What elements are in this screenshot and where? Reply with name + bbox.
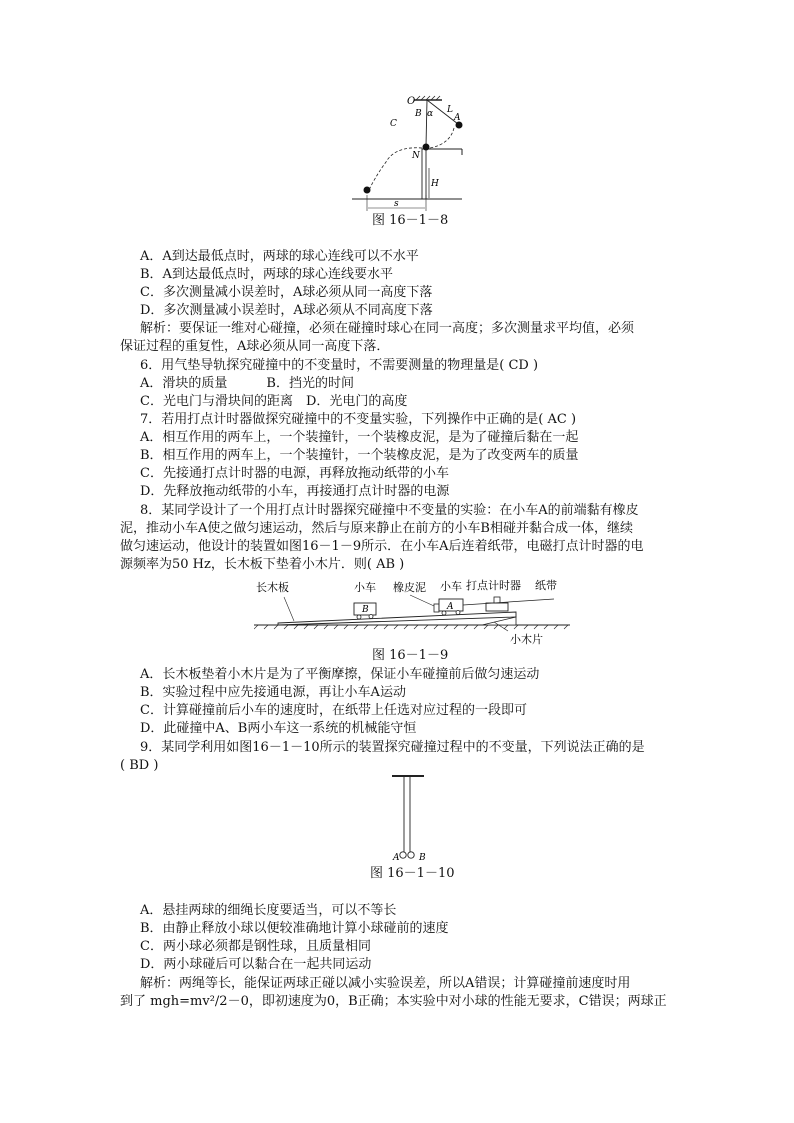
option-b: B．由静止释放小球以便较准确地计算小球碰前的速度 [140, 921, 449, 936]
label-s: s [394, 199, 399, 209]
option-c: C．计算碰撞前后小车的速度时，在纸带上任选对应过程的一段即可 [140, 703, 527, 718]
label-cart: 小车 [354, 581, 376, 594]
label-a: A [393, 853, 400, 863]
label-putty: 橡皮泥 [393, 581, 426, 594]
option-d: D．此碰撞中A、B两小车这一系统的机械能守恒 [140, 721, 417, 736]
analysis-line: 到了 mgh=mv²/2－0，即初速度为0，B正确；本实验中对小球的性能无要求，C错误；两球正 [120, 994, 667, 1009]
label-b: B [415, 109, 422, 119]
option-line: A．滑块的质量 B．挡光的时间 [140, 376, 354, 391]
figure-16-1-9 [254, 575, 570, 647]
option-d: D．先释放拖动纸带的小车，再接通打点计时器的电源 [140, 484, 450, 499]
option-b: B．A到达最低点时，两球的球心连线要水平 [140, 267, 393, 282]
figure-caption: 图 16－1－10 [370, 866, 455, 881]
label-tape: 纸带 [535, 579, 557, 592]
option-a: A．相互作用的两车上，一个装撞针，一个装橡皮泥，是为了碰撞后黏在一起 [140, 430, 579, 445]
analysis-line: 解析：两绳等长，能保证两球正碰以减小实验误差，所以A错误；计算碰撞前速度时用 [140, 976, 631, 991]
analysis-line: 保证过程的重复性，A球必须从同一高度下落． [120, 339, 390, 354]
question-stem: 做匀速运动，他设计的装置如图16－1－9所示．在小车A后连着纸带，电磁打点计时器的电 [120, 539, 644, 554]
label-cart: 小车 [440, 580, 462, 593]
label-n: N [412, 151, 420, 161]
option-b: B．相互作用的两车上，一个装撞针，一个装橡皮泥，是为了改变两车的质量 [140, 448, 579, 463]
question-stem: 泥，推动小车A使之做匀速运动，然后与原来静止在前方的小车B相碰并黏合成一体，继续 [120, 521, 633, 536]
question-stem: 8．某同学设计了一个用打点计时器探究碰撞中不变量的实验：在小车A的前端黏有橡皮 [140, 503, 639, 518]
label-c: C [390, 119, 397, 129]
option-b: B．实验过程中应先接通电源，再让小车A运动 [140, 685, 406, 700]
question-stem: 7．若用打点计时器做探究碰撞中的不变量实验，下列操作中正确的是( AC ) [140, 412, 577, 427]
figure-caption: 图 16－1－9 [372, 648, 449, 663]
label-l: L [447, 105, 453, 115]
label-timer: 打点计时器 [466, 579, 521, 592]
label-long-board: 长木板 [256, 581, 289, 594]
option-a: A．A到达最低点时，两球的球心连线可以不水平 [140, 249, 419, 264]
option-c: C．多次测量减小误差时，A球必须从同一高度下落 [140, 285, 433, 300]
option-a: A．悬挂两球的细绳长度要适当，可以不等长 [140, 903, 397, 918]
figure-16-1-10 [390, 772, 430, 864]
option-a: A．长木板垫着小木片是为了平衡摩擦，保证小车碰撞前后做匀速运动 [140, 667, 540, 682]
label-h: H [431, 179, 439, 189]
question-stem: 源频率为50 Hz，长木板下垫着小木片．则( AB ) [120, 557, 405, 572]
label-alpha: α [427, 109, 434, 119]
figure-16-1-8 [350, 92, 480, 212]
option-d: D．多次测量减小误差时，A球必须从不同高度下落 [140, 303, 433, 318]
figure-caption: 图 16－1－8 [372, 213, 449, 228]
label-o: O [407, 96, 416, 107]
analysis-line: 解析：要保证一维对心碰撞，必须在碰撞时球心在同一高度；多次测量求平均值，必须 [140, 321, 635, 336]
option-d: D．两小球碰后可以黏合在一起共同运动 [140, 957, 372, 972]
option-c: C．先接通打点计时器的电源，再释放拖动纸带的小车 [140, 466, 449, 481]
question-stem: ( BD ) [120, 758, 159, 773]
label-b: B [419, 853, 426, 863]
option-line: C．光电门与滑块间的距离 D．光电门的高度 [140, 394, 408, 409]
label-b: B [362, 605, 369, 615]
label-wedge: 小木片 [510, 633, 543, 646]
question-stem: 9．某同学利用如图16－1－10所示的装置探究碰撞过程中的不变量，下列说法正确的是 [140, 740, 645, 755]
option-c: C．两小球必须都是钢性球，且质量相同 [140, 939, 371, 954]
label-a: A [447, 602, 454, 612]
question-stem: 6．用气垫导轨探究碰撞中的不变量时，不需要测量的物理量是( CD ) [140, 358, 539, 373]
label-a: A [454, 113, 461, 123]
